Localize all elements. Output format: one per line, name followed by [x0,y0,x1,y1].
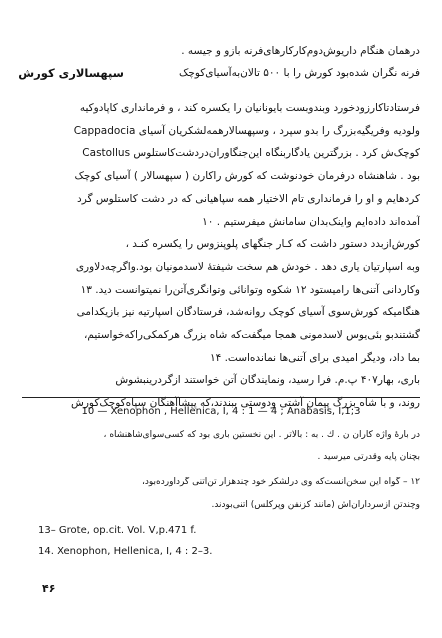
text-line: کورش‌ازبدد دستور داشت که کـار جنگهای پلوپنزوس را یکسره کنـد ، [125,238,420,251]
text-line: فرستادتاکارزودخورد وبندوبست بایونانیان را یکسره کند ، و فرمانداری کاپادوکیه [79,102,420,114]
text-line: بما داد، ودیگر امیدی برای آتنی‌ها نمانده‌است. ۱۴ [209,351,420,364]
text-line: درهمان هنگام داریوش‌دوم‌کارکارهای‌فرنه بازو و جیسه . [181,45,420,57]
footnote-line: وچندتن ازسرداران‌اش (مانند کزنفن وپرکلس) آتنی‌بودند. [211,500,420,510]
footnote-line: بچنان پایه وقدرتی میرسید . [317,452,420,462]
text-line: روند، و با شاه بزرگ پیمان آشتی ودوستی ببندند،که پیشاآهنگان سپاه‌کوچک‌کورش [71,397,420,410]
footnote-divider [22,397,420,398]
footnote-14: 14. Xenophon, Hellenica, I, 4 : 2–3. [38,546,213,557]
text-line: هنگامیکه کورش‌سوی آسیای کوچک روانه‌شد، فرستادگان اسپارتیه نیز بازیکدامی [76,306,420,319]
footnote-line: ۱۲ – گواه این سخن‌آنست‌که وی درلشکر خود چندهزار تن‌آتنی گرد‌آورده‌بود، [141,477,420,487]
footnote-13: 13– Grote, op.cit. Vol. V,p.471 f. [38,525,197,536]
page-number: ۴۶ [42,582,56,595]
footnote-line: در بارهٔ واژه کاران ن . ك . به : بالاتر . این نخستین باری بود که کسی‌سوای‌شاهنشاه ، [103,430,420,440]
text-line: آمده‌اند داده‌ایم واینک‌بدان سامانش میفرستیم . ۱۰ [202,215,420,228]
opening-lines [144,40,420,84]
text-line: فرنه نگران شده‌بود کورش را با ۵۰۰ تالان‌به‌آسیای‌کوچک [178,67,420,79]
text-line: Cappadocia ولودیه وفریگیه‌بزرگ را بدو سپرد ، وسپهسالارهمه‌لشکریان آسیای [73,124,420,137]
text-line: وکاردانی آتنی‌ها رامیستود ۱۲ شکوه وتوانائی وتوانگری‌آتن‌را نمیتوانست دید. ۱۳ [80,283,420,296]
text-line: گشتندبو بئی‌یوس لاسدمونی همجا میگفت‌که شاه بزرگ هرکمکی‌راکه‌خواستیم، [84,329,420,342]
text-line: کردهایم و او را فرمانداری تام الاختیار همه سپاهیانی که در دشت کاستلوس گرد [77,192,420,205]
text-line: کوچک‌ش کرد . بزرگترین یادگاربنگاه این‌جنگاوران‌دردشت‌کاستلوس Castollus [82,147,420,160]
footnote-10: 10 — Xenophon , Hellenica, I, 4 : 1 — 4 ; Anabasis, I,1;3 [81,406,361,417]
side-heading: سپهسالاری کورش [18,66,124,80]
text-line: باری، بهار۴۰۷ پ.م. فرا رسید، ونمایندگان آتن خواستند ازگردرینبشوش [115,374,420,387]
body-text [24,97,420,415]
text-line: بود . شاهنشاه درفرمان خودنوشت که کورش راکارن ( سپهسالار ) آسیای کوچک [74,170,420,183]
text-line: وبه اسپارتیان یاری دهد . خودش هم سخت شیفتهٔ لاسدمونیان بود.واگرچه‌دلاوری [75,260,420,273]
